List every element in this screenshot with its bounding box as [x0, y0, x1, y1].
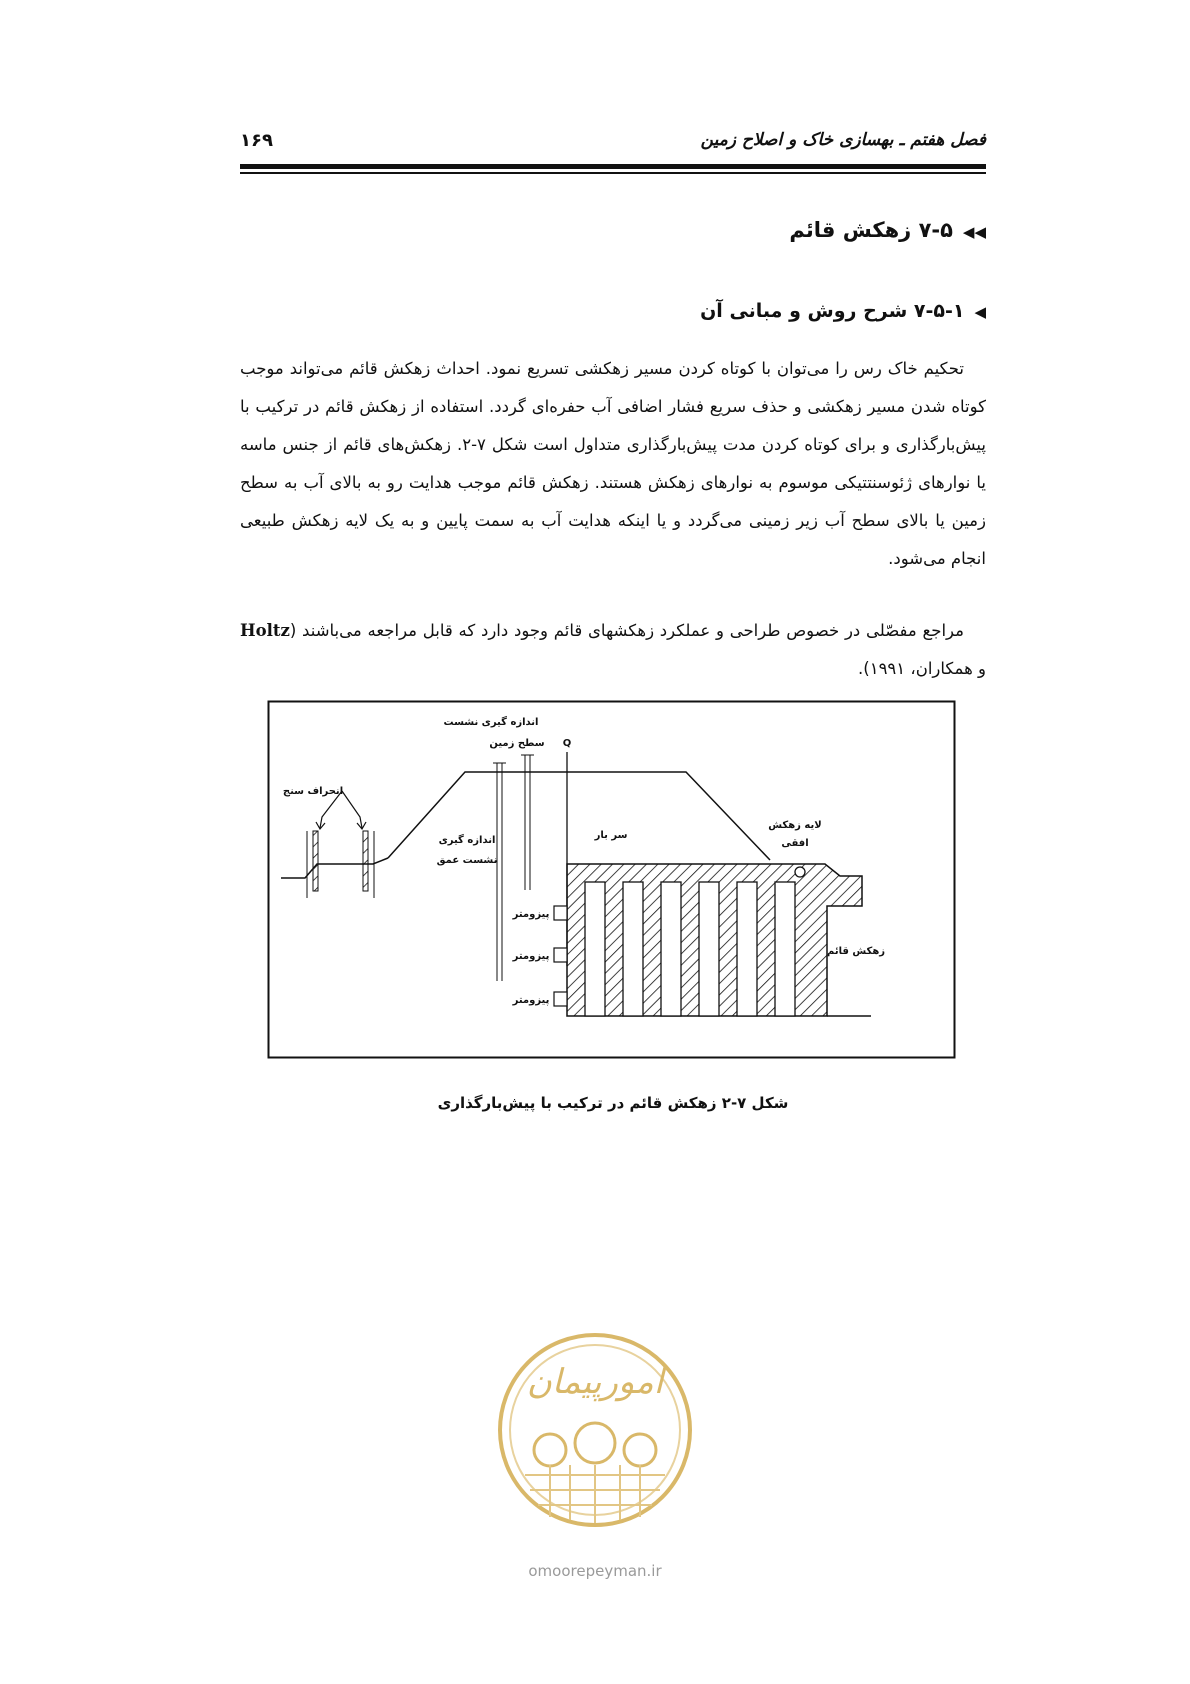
citation-author: Holtz [240, 621, 290, 640]
arrow-icon: ◀ [974, 303, 986, 321]
label-piezometer-1: پیزومتر [512, 909, 550, 920]
logo-text: امورپیمان [526, 1362, 664, 1402]
paragraph-1 [240, 350, 986, 578]
section-heading-text: ۷-۵ زهکش قائم [789, 218, 953, 242]
paragraph-2-part-2: و همکاران، ۱۹۹۱). [858, 659, 986, 678]
figure-caption: شکل ۷-۲ زهکش قائم در ترکیب با پیش‌بارگذاری [437, 1094, 789, 1112]
drain-outlet [795, 867, 805, 877]
label-piezometer-3: پیزومتر [512, 995, 550, 1006]
label-inclinometer: انحراف سنج [282, 786, 344, 797]
label-settlement-deep-2: نشست عمق [436, 855, 498, 866]
double-arrow-icon: ◀◀ [962, 223, 986, 241]
page-number: ۱۶۹ [240, 130, 273, 151]
label-horizontal-drain-2: افقی [781, 838, 809, 849]
section-heading [789, 218, 986, 242]
label-settlement-surface-1: اندازه گیری نشست [443, 717, 539, 728]
figure-vertical-drain [267, 700, 956, 1059]
label-load-q: Q [562, 738, 572, 749]
header-rule-thick [240, 164, 986, 169]
label-piezometer-2: پیزومتر [512, 951, 550, 962]
header-rule-thin [240, 172, 986, 174]
seal-icon [490, 1325, 700, 1565]
figure-diagram [267, 700, 956, 1059]
label-surcharge: سر بار [594, 830, 628, 841]
paragraph-1-text: تحکیم خاک رس را می‌توان با کوتاه کردن مسیر زهکشی تسریع نمود. احداث زهکش قائم می‌تواند موجب کوتاه شدن مسیر زهکشی و حذف سریع فشار اضافی آب حفره‌ای گردد. استفاده از زهکش قائم در ترکیب با پیش‌بارگذاری و برای کوتاه کردن مدت پیش‌بارگذاری متداول است شکل ۷-۲. زهکش‌های قائم از جنس ماسه یا نوارهای ژئوسنتتیکی موسوم به نوارهای زهکش هستند. زهکش قائم موجب هدایت رو به بالای آب به سطح زمین یا بالای سطح آب زیر زمینی می‌گردد و یا اینکه هدایت آب به سمت پایین و به یک لایه زهکش طبیعی انجام می‌شود. [240, 359, 986, 568]
paragraph-2-part-1: مراجع مفصّلی در خصوص طراحی و عملکرد زهکشهای قائم وجود دارد که قابل مراجعه می‌باشند ( [289, 621, 964, 640]
label-vertical-drain: زهکش قائم [826, 946, 886, 957]
paragraph-2 [240, 612, 986, 688]
paragraph-2-text [240, 612, 986, 688]
chapter-title: فصل هفتم ـ بهسازی خاک و اصلاح زمین [700, 130, 986, 150]
label-settlement-deep-1: اندازه گیری [438, 835, 496, 846]
running-header [240, 124, 986, 164]
label-settlement-surface-2: سطح زمین [489, 738, 545, 749]
subsection-heading [700, 300, 986, 322]
subsection-heading-text: ۷-۵-۱ شرح روش و مبانی آن [700, 300, 965, 322]
watermark-logo [490, 1325, 700, 1565]
label-horizontal-drain-1: لایه زهکش [768, 820, 822, 831]
watermark-site: omoorepeyman.ir [528, 1562, 662, 1580]
